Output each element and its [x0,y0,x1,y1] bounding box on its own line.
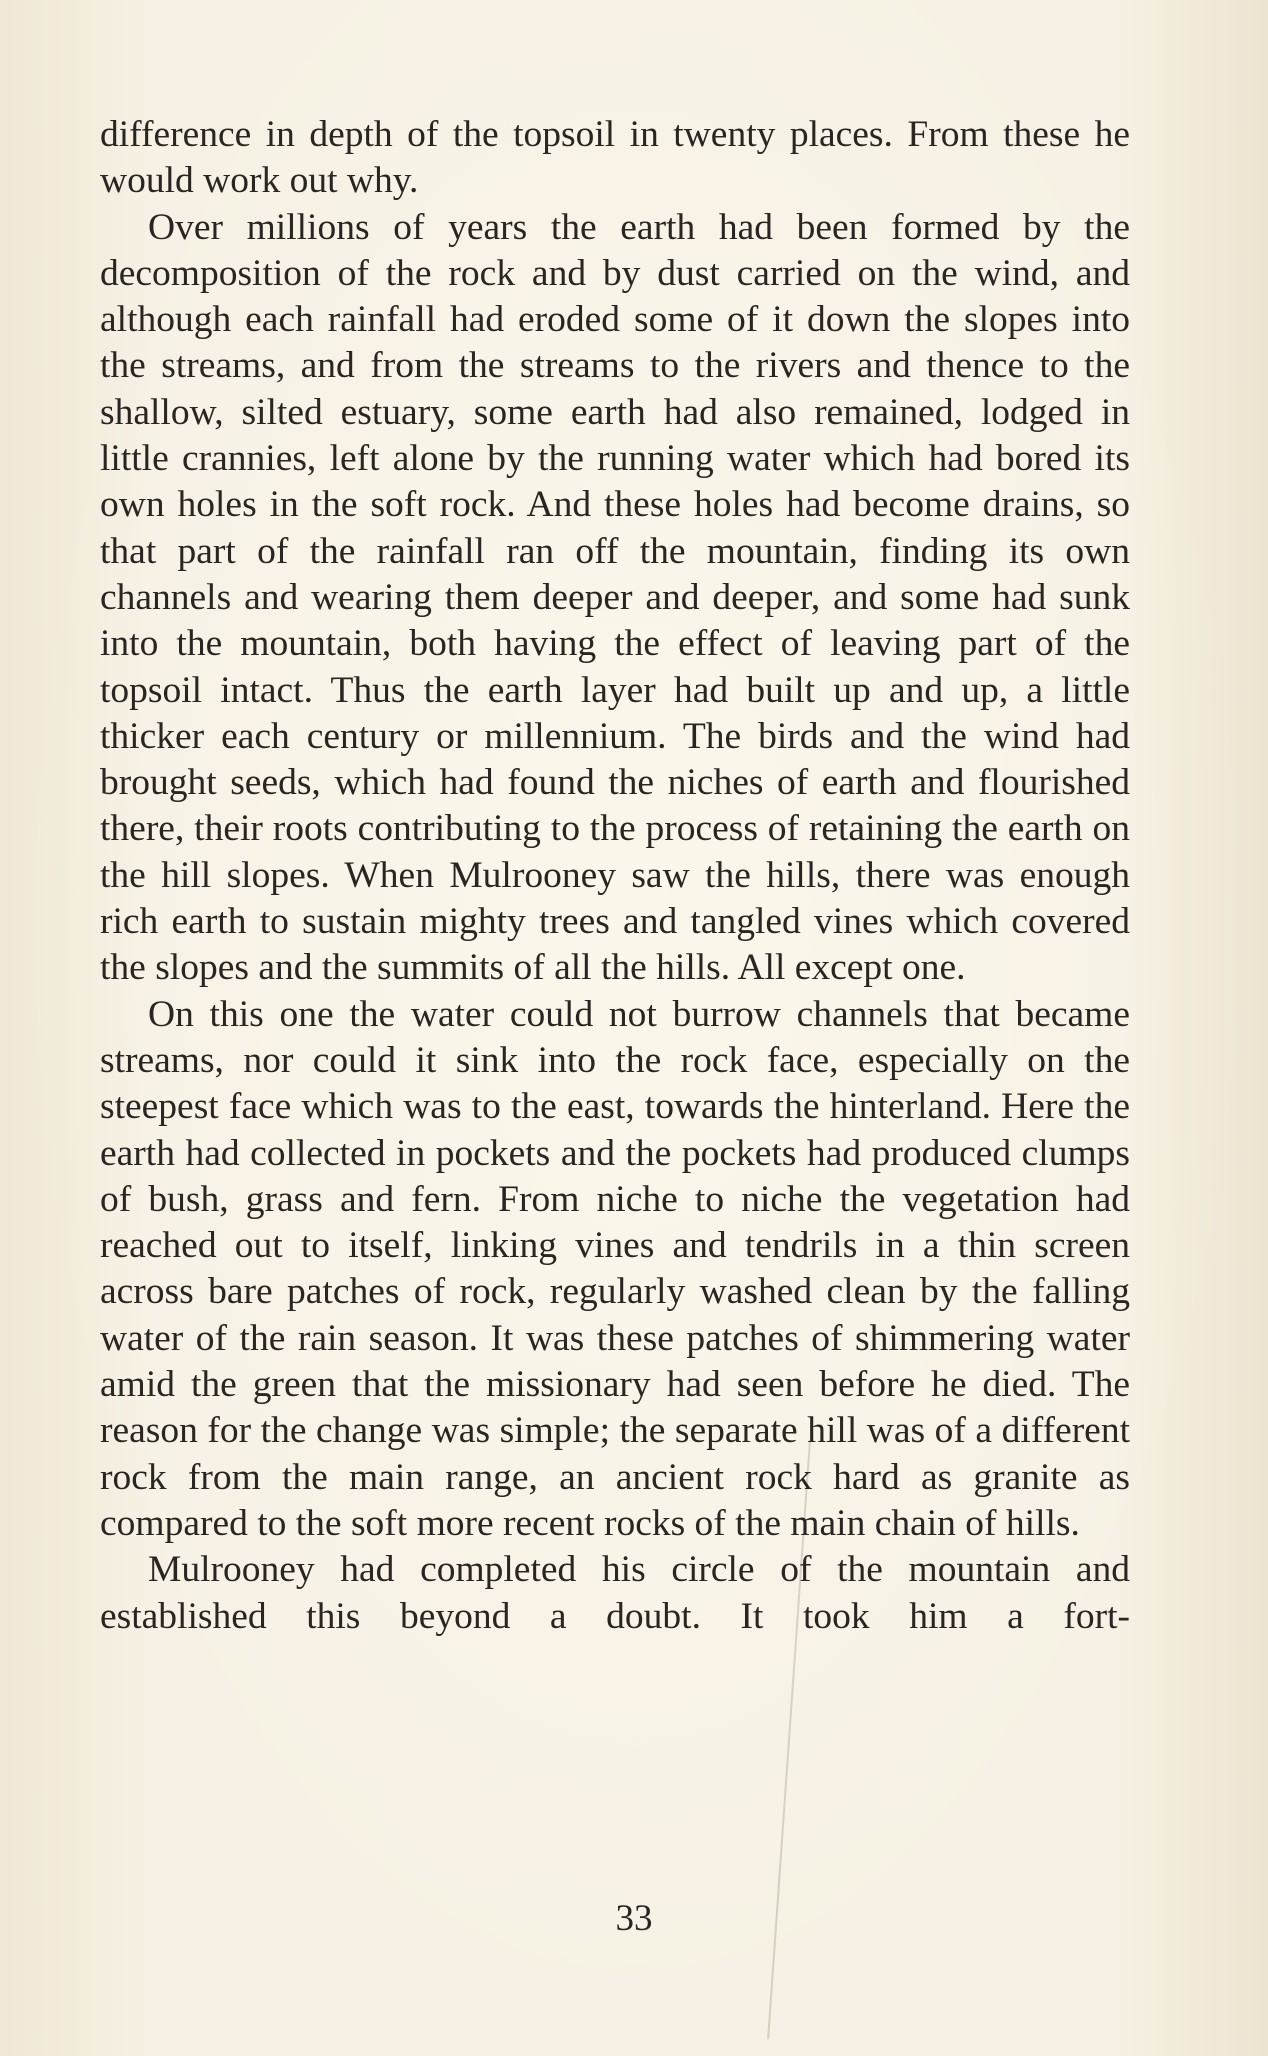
body-text [100,112,1130,1640]
paragraph: Over millions of years the earth had been formed by the decomposition of the rock and by dust carried on the wind, and although each rainfall had eroded some of it down the slopes into the streams, and from the streams to the rivers and thence to the shallow, silted estuary, some earth had also remained, lodged in little crannies, left alone by the running water which had bored its own holes in the soft rock. And these holes had become drains, so that part of the rainfall ran off the mountain, finding its own channels and wearing them deeper and deeper, and some had sunk into the mountain, both having the effect of leaving part of the topsoil intact. Thus the earth layer had built up and up, a little thicker each century or millennium. The birds and the wind had brought seeds, which had found the niches of earth and flourished there, their roots contributing to the process of retaining the earth on the hill slopes. When Mulrooney saw the hills, there was enough rich earth to sustain mighty trees and tangled vines which covered the slopes and the summits of all the hills. All except one. [100,206,1130,989]
page-number: 33 [615,1898,653,1939]
paragraph: On this one the water could not burrow channels that became streams, nor could it sink into the rock face, especially on the steepest face which was to the east, towards the hinterland. Here the earth had collected in pockets and the pockets had produced clumps of bush, grass and fern. From niche to niche the vegetation had reached out to itself, linking vines and tendrils in a thin screen across bare patches of rock, regularly washed clean by the falling water of the rain season. It was these patches of shimmering water amid the green that the missionary had seen before he died. The reason for the change was simple; the separate hill was of a different rock from the main range, an ancient rock hard as granite as compared to the soft more recent rocks of the main chain of hills. [100,993,1130,1544]
paragraph: Mulrooney had completed his circle of the mountain and established this beyond a doubt. It took him a fort- [100,1549,1130,1637]
paragraph-continuation: difference in depth of the topsoil in twenty places. From these he would work out why. [100,114,1130,202]
